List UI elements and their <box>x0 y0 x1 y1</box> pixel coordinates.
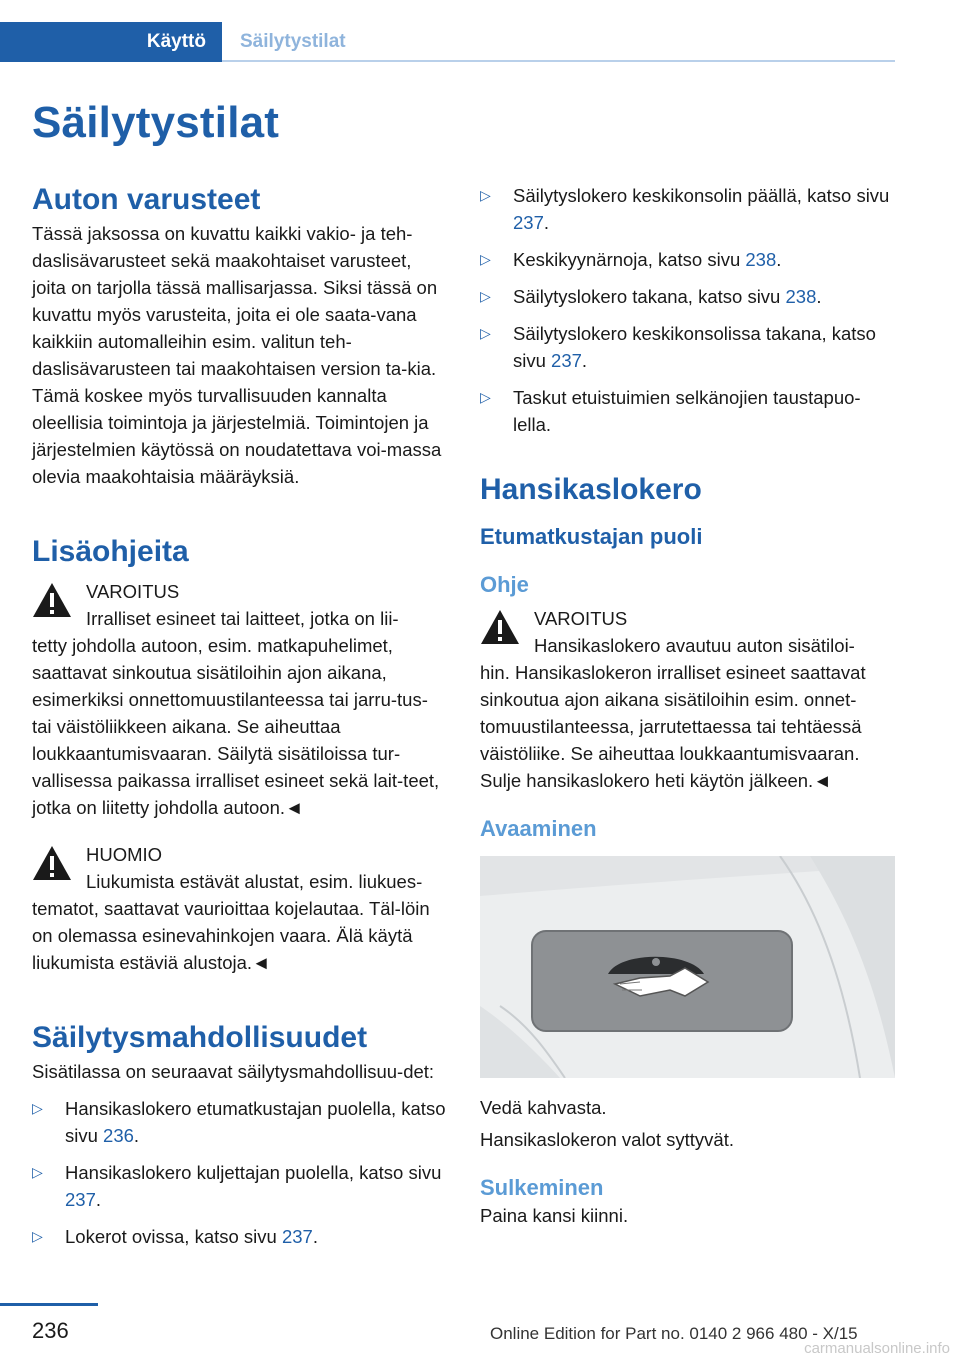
page-link[interactable]: 237 <box>551 350 582 371</box>
list-item-end: . <box>776 249 782 270</box>
page-link[interactable]: 237 <box>281 1226 313 1247</box>
watermark: carmanualsonline.info <box>804 1340 950 1357</box>
list-item <box>480 320 898 374</box>
triangle-right-icon: ▷ <box>480 389 491 405</box>
list-item-text: Säilytyslokero takana, katso sivu <box>513 286 786 307</box>
edition-text: Online Edition for Part no. 0140 2 966 480 - X/15 <box>490 1324 858 1343</box>
open-instruction-2: Hansikaslokeron valot syttyvät. <box>480 1129 734 1151</box>
tab-kaytto[interactable]: Käyttö <box>0 22 222 62</box>
warning-block-2 <box>32 841 450 976</box>
notice-label: HUOMIO <box>86 844 163 865</box>
left-column <box>32 182 450 1260</box>
page-link[interactable]: 238 <box>745 249 777 270</box>
page-title: Säilytystilat <box>32 98 280 147</box>
warning-text-first-line: Hansikaslokero avautuu auton sisätiloi- <box>534 634 855 656</box>
list-item-text: Säilytyslokero keskikonsolin päällä, katso sivu <box>513 185 890 206</box>
warning-triangle-icon <box>32 845 72 881</box>
triangle-right-icon: ▷ <box>480 288 491 304</box>
open-instruction-1: Vedä kahvasta. <box>480 1097 607 1119</box>
section-body-sailytysmahdollisuudet: Sisätilassa on seuraavat säilytysmahdollisuu-det: <box>32 1061 435 1082</box>
glovebox-illustration <box>480 856 895 1078</box>
page-link[interactable]: 237 <box>65 1189 96 1210</box>
header-divider <box>222 60 895 62</box>
page-link[interactable]: 236 <box>103 1125 134 1146</box>
list-item <box>480 182 898 236</box>
list-item-text: Taskut etuistuimien selkänojien taustapuo-lella. <box>513 387 861 435</box>
page-number: 236 <box>32 1318 69 1343</box>
warning-block-3 <box>480 605 898 794</box>
triangle-right-icon: ▷ <box>480 251 491 267</box>
warning-label: VAROITUS <box>534 607 628 629</box>
list-item-text: Keskikyynärnoja, katso sivu <box>513 249 746 270</box>
triangle-right-icon: ▷ <box>32 1228 43 1244</box>
list-item <box>32 1095 450 1149</box>
triangle-right-icon: ▷ <box>32 1164 43 1180</box>
subsection-title-ohje: Ohje <box>480 572 529 598</box>
warning-block-1 <box>32 578 450 821</box>
warning-text-first-line: Irralliset esineet tai laitteet, jotka on lii- <box>86 608 399 629</box>
subsection-title-avaaminen: Avaaminen <box>480 815 597 841</box>
list-item-end: . <box>312 1226 318 1247</box>
triangle-right-icon: ▷ <box>32 1100 43 1116</box>
list-item-text: Hansikaslokero etumatkustajan puolella, katso sivu <box>65 1098 446 1146</box>
glovebox-drawing <box>480 856 895 1078</box>
list-item <box>480 384 898 438</box>
triangle-right-icon: ▷ <box>480 325 491 341</box>
warning-text: hin. Hansikaslokeron irralliset esineet saattavat sinkoutua ajon aikana sisätiloihin esim. onnet-tomuustilanteessa, jarrutettaessa tai tehtäessä väistöliike. Se aiheuttaa loukkaantumisvaaran. Sulje hansikaslokero heti käytön jälkeen.◄ <box>480 661 866 791</box>
list-item <box>480 283 898 310</box>
list-item-end: . <box>133 1125 140 1146</box>
section-title-auton-varusteet: Auton varusteet <box>32 183 261 216</box>
footer-divider <box>0 1303 98 1306</box>
list-item-end: . <box>543 212 550 233</box>
list-item <box>32 1159 450 1213</box>
list-item <box>32 1223 450 1250</box>
page-header <box>0 22 895 64</box>
notice-text: tematot, saattavat vaurioittaa kojelautaa. Täl-löin on olemassa esinevahinkojen vaara. Älä käytä liukumista estäviä alustoja.◄ <box>32 898 430 973</box>
warning-label: VAROITUS <box>86 581 180 602</box>
section-title-lisaohjeita: Lisäohjeita <box>32 535 189 568</box>
tab-sailytystilat[interactable]: Säilytystilat <box>240 31 346 52</box>
storage-list-right <box>480 182 898 438</box>
storage-list-left <box>32 1095 450 1250</box>
subsection-title-sulkeminen: Sulkeminen <box>480 1175 604 1201</box>
list-item-text: Lokerot ovissa, katso sivu <box>65 1226 282 1247</box>
subsection-title-etumatkustajan-puoli: Etumatkustajan puoli <box>480 524 703 549</box>
list-item-end: . <box>95 1189 102 1210</box>
notice-text-first-line: Liukumista estävät alustat, esim. liukues- <box>86 871 423 892</box>
triangle-right-icon: ▷ <box>480 187 491 203</box>
list-item-text: Säilytyslokero keskikonsolissa takana, katso sivu <box>513 323 876 371</box>
list-item <box>480 246 898 273</box>
close-instruction: Paina kansi kiinni. <box>480 1204 629 1226</box>
page-link[interactable]: 237 <box>513 212 544 233</box>
section-title-sailytysmahdollisuudet: Säilytysmahdollisuudet <box>32 1021 368 1054</box>
page-link[interactable]: 238 <box>785 286 817 307</box>
section-body-auton-varusteet: Tässä jaksossa on kuvattu kaikki vakio- ja teh-daslisävarusteet sekä maakohtaiset varusteet, joita on tarjolla tässä mallisarjassa. Siksi tässä on kuvattu myös varusteita, joita ei ole saata-vana kaikkiin automalleihin esim. valitun teh-daslisävarusteen tai maakohtaisen version ta-kia. Tämä koskee myös turvallisuuden kannalta oleellisia toimintoja ja järjestelmiä. Toimintojen ja järjestelmien käytössä on noudatettava voi-massa olevia maakohtaisia määräyksiä. <box>32 223 442 487</box>
warning-triangle-icon <box>480 609 520 645</box>
warning-triangle-icon <box>32 582 72 618</box>
list-item-text: Hansikaslokero kuljettajan puolella, katso sivu <box>65 1162 442 1183</box>
warning-text: tetty johdolla autoon, esim. matkapuhelimet, saattavat sinkoutua sisätiloihin ajon aikana, esimerkiksi onnettomuustilanteessa tai jarru-tus- tai väistöliikkeen aikana. Se aiheuttaa loukkaantumisvaaran. Säilytä sisätiloissa tur-vallisessa paikassa irralliset esineet sekä lait-teet, jotka on liitetty johdolla autoon.◄ <box>32 635 440 818</box>
list-item-end: . <box>581 350 588 371</box>
right-column <box>480 182 898 1229</box>
list-item-end: . <box>816 286 822 307</box>
section-title-hansikaslokero: Hansikaslokero <box>480 473 702 506</box>
